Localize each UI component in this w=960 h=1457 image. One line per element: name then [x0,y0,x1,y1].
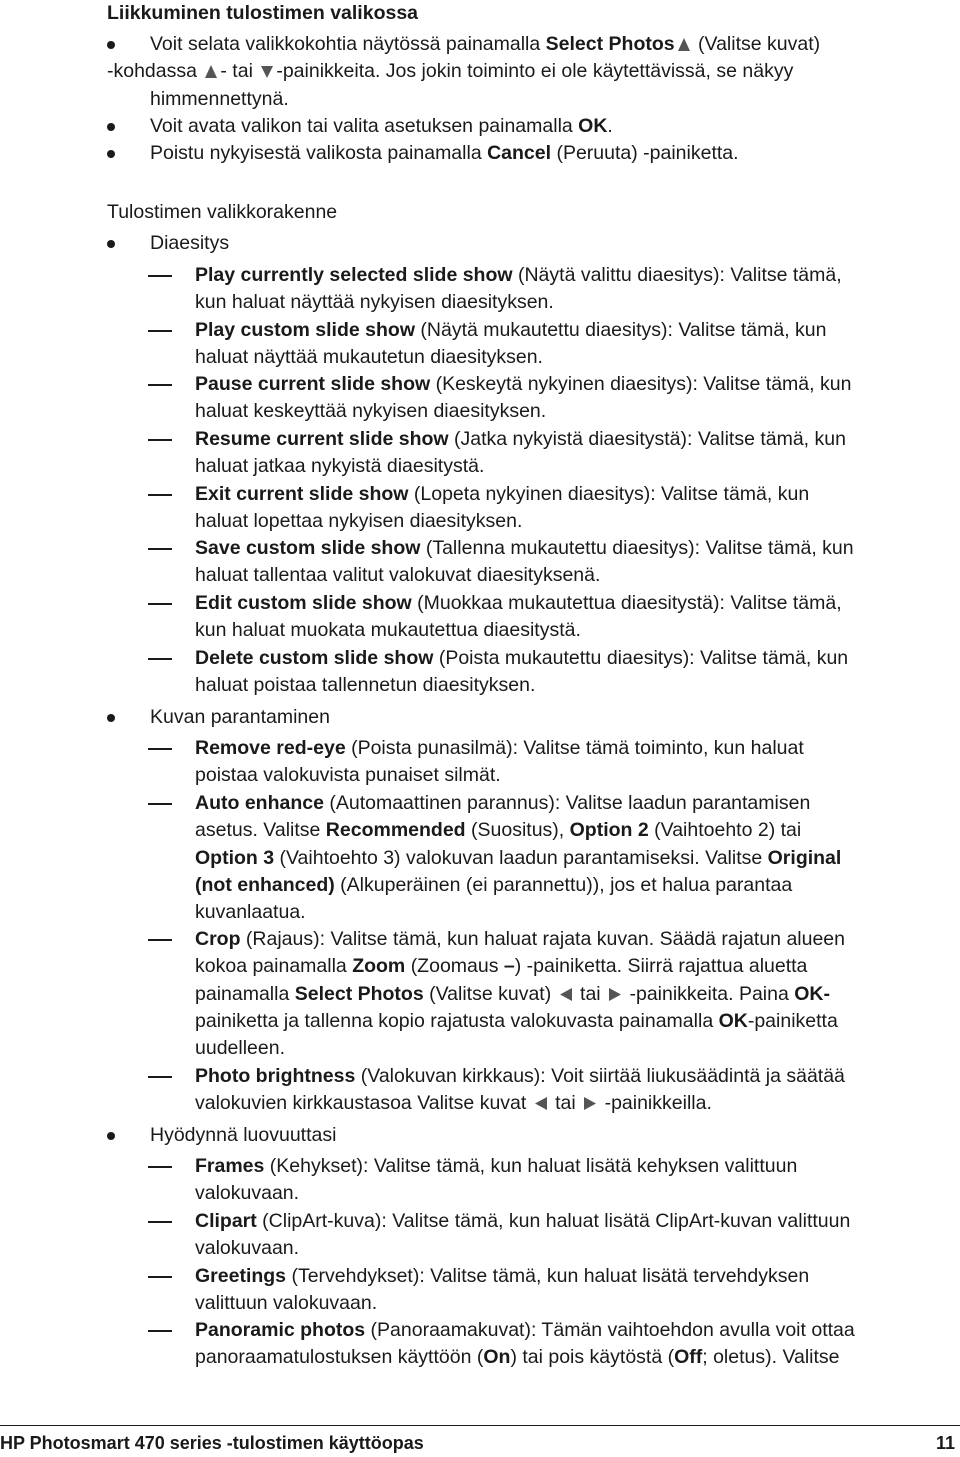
menu-entry-crop: Crop (Rajaus): Valitse tämä, kun haluat rajata kuvan. Säädä rajatun alueen kokoa painamalla Zoom (Zoomaus –) -painiketta. Siirrä rajattua aluetta painamalla Select Photos (Valitse kuvat) tai -painikkeita. Paina OK- painiketta ja tallenna kopio rajatusta valokuvasta painamalla OK-painiketta uudelleen. [195,926,950,1062]
dash [148,1076,172,1078]
bullet [107,150,115,158]
bullet [107,123,115,131]
dash [148,803,172,805]
menu-entry-panoramic-photos: Panoramic photos (Panoraamakuvat): Tämän vaihtoehdon avulla voit ottaa panoraamatulostuksen käyttöön (On) tai pois käytöstä (Off; oletus). Valitse [195,1317,950,1372]
dash [148,603,172,605]
dash [148,1166,172,1168]
menu-entry-slideshow: Exit current slide show (Lopeta nykyinen diaesitys): Valitse tämä, kun haluat lopettaa nykyisen diaesityksen. [195,481,950,536]
dash [148,384,172,386]
dash [148,1221,172,1223]
list-item-diaesitys: Diaesitys [150,230,950,257]
bullet [107,41,115,49]
footer-title: HP Photosmart 470 series -tulostimen käyttöopas [0,1433,424,1453]
dash [148,275,172,277]
list-item: Poistu nykyisestä valikosta painamalla Cancel (Peruuta) -painiketta. [150,140,950,167]
footer-rule [0,1425,960,1426]
menu-entry-photo-brightness: Photo brightness (Valokuvan kirkkaus): Voit siirtää liukusäädintä ja säätää valokuvien kirkkaustasoa Valitse kuvat tai -painikkeilla. [195,1063,950,1118]
left-arrow-icon [559,987,573,1002]
menu-entry-slideshow: Edit custom slide show (Muokkaa mukautettua diaesitystä): Valitse tämä, kun haluat muokata mukautettua diaesitystä. [195,590,950,645]
dash [148,658,172,660]
list-item: Voit avata valikon tai valita asetuksen painamalla OK. [150,113,950,140]
bullet [107,714,115,722]
right-arrow-icon [583,1096,597,1111]
menu-entry-remove-red-eye: Remove red-eye (Poista punasilmä): Valitse tämä toiminto, kun haluat poistaa valokuvista punaiset silmät. [195,735,950,790]
menu-entry-slideshow: Play custom slide show (Näytä mukautettu diaesitys): Valitse tämä, kun haluat näyttää mukautetun diaesityksen. [195,317,950,372]
up-arrow-icon [677,37,691,52]
dash [148,494,172,496]
right-arrow-icon [608,987,622,1002]
page-number: 11 [935,1433,955,1453]
dash [148,330,172,332]
dash [148,439,172,441]
up-arrow-icon [204,64,218,79]
menu-entry-slideshow: Play currently selected slide show (Näytä valittu diaesitys): Valitse tämä, kun haluat näyttää nykyisen diaesityksen. [195,262,950,317]
bullet [107,240,115,248]
dash [148,939,172,941]
section-title-menu-structure: Tulostimen valikkorakenne [107,201,338,223]
menu-entry-creative: Greetings (Tervehdykset): Valitse tämä, kun haluat lisätä tervehdyksen valittuun valokuvaan. [195,1263,950,1318]
menu-entry-slideshow: Delete custom slide show (Poista mukautettu diaesitys): Valitse tämä, kun haluat poistaa tallennetun diaesityksen. [195,645,950,700]
section-title-navigation: Liikkuminen tulostimen valikossa [107,2,419,24]
list-item: Voit selata valikkokohtia näytössä painamalla Select Photos (Valitse kuvat) -kohdassa - tai -painikkeita. Jos jokin toiminto ei ole käytettävissä, se näkyy himmennettynä. [107,33,821,110]
dash [148,548,172,550]
list-item-kuvan: Kuvan parantaminen [150,704,950,731]
dash [148,1276,172,1278]
menu-entry-creative: Frames (Kehykset): Valitse tämä, kun haluat lisätä kehyksen valittuun valokuvaan. [195,1153,950,1208]
dash [148,1330,172,1332]
left-arrow-icon [534,1096,548,1111]
dash [148,748,172,750]
down-arrow-icon [260,64,274,79]
bullet [107,1132,115,1140]
menu-entry-slideshow: Pause current slide show (Keskeytä nykyinen diaesitys): Valitse tämä, kun haluat keskeyttää nykyisen diaesityksen. [195,371,950,426]
menu-entry-slideshow: Resume current slide show (Jatka nykyistä diaesitystä): Valitse tämä, kun haluat jatkaa nykyistä diaesitystä. [195,426,950,481]
list-item-luovuus: Hyödynnä luovuuttasi [150,1122,950,1149]
menu-entry-auto-enhance: Auto enhance (Automaattinen parannus): Valitse laadun parantamisen asetus. Valitse Recommended (Suositus), Option 2 (Vaihtoehto 2) tai Option 3 (Vaihtoehto 3) valokuvan laadun parantamiseksi. Valitse Original (not enhanced) (Alkuperäinen (ei parannettu)), jos et halua parantaa kuvanlaatua. [195,790,950,926]
menu-entry-slideshow: Save custom slide show (Tallenna mukautettu diaesitys): Valitse tämä, kun haluat tallentaa valitut valokuvat diaesityksenä. [195,535,950,590]
menu-entry-creative: Clipart (ClipArt-kuva): Valitse tämä, kun haluat lisätä ClipArt-kuvan valittuun valokuvaan. [195,1208,950,1263]
